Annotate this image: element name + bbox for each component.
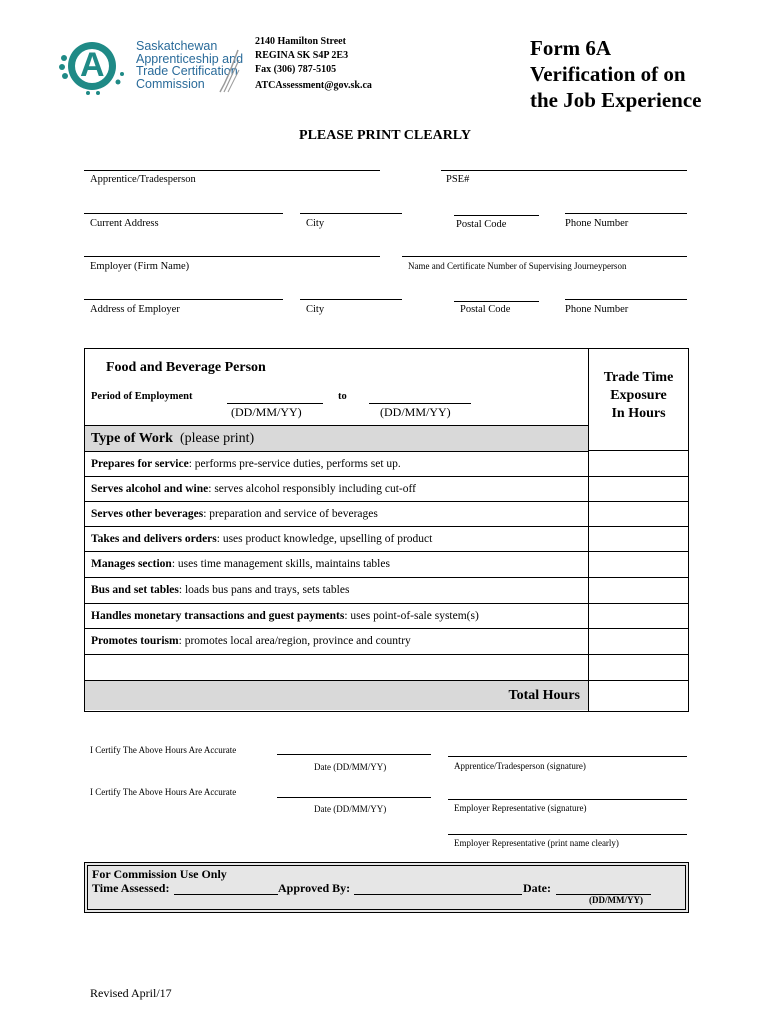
- commission-inner: [87, 865, 686, 910]
- table-row: Takes and delivers orders: uses product knowledge, upselling of product: [85, 526, 588, 551]
- apprentice-line[interactable]: [84, 170, 380, 171]
- date-label: Date:: [523, 881, 551, 895]
- postal1-label: Postal Code: [456, 219, 507, 230]
- apprentice-signature-line[interactable]: [448, 756, 687, 757]
- type-of-work-label: Type of Work: [91, 431, 173, 446]
- current-address-label: Current Address: [90, 218, 159, 229]
- employer-line[interactable]: [84, 256, 380, 257]
- phone2-label: Phone Number: [565, 304, 629, 315]
- instruction-heading: PLEASE PRINT CLEARLY: [299, 128, 471, 143]
- city2-line[interactable]: [300, 299, 402, 300]
- city2-label: City: [306, 304, 325, 315]
- period-start-line[interactable]: [227, 403, 323, 404]
- certify-date-label-1: Date (DD/MM/YY): [314, 762, 387, 772]
- current-address-line[interactable]: [84, 213, 283, 214]
- certify-text-2: I Certify The Above Hours Are Accurate: [90, 787, 237, 797]
- table-row: Manages section: uses time management skills, maintains tables: [85, 551, 588, 576]
- period-end-line[interactable]: [369, 403, 471, 404]
- logo-wheat-icon: [218, 48, 240, 94]
- postal1-line[interactable]: [454, 215, 539, 216]
- experience-table: [84, 348, 689, 712]
- table-row: Prepares for service: performs pre-service duties, performs set up.: [85, 451, 588, 476]
- approved-by-label: Approved By:: [278, 881, 351, 895]
- table-row: Serves other beverages: preparation and service of beverages: [85, 501, 588, 526]
- certify-text-1: I Certify The Above Hours Are Accurate: [90, 745, 237, 755]
- exposure-top-line: [588, 450, 688, 451]
- form-title: [530, 35, 760, 113]
- logo-line: Commission: [136, 76, 205, 91]
- table-row: Promotes tourism: promotes local area/region, province and country: [85, 628, 588, 653]
- commission-heading: For Commission Use Only: [92, 867, 227, 881]
- logo-line: Apprenticeship and: [136, 51, 244, 66]
- logo-letter: A: [80, 46, 105, 84]
- contact-address: [255, 35, 455, 93]
- address-city: REGINA SK S4P 2E3: [255, 50, 349, 61]
- employer-address-line[interactable]: [84, 299, 283, 300]
- hours-line: [588, 526, 688, 527]
- hours-line: [588, 476, 688, 477]
- hours-line: [588, 577, 688, 578]
- address-email: ATCAssessment@gov.sk.ca: [255, 80, 372, 91]
- table-row: Bus and set tables: loads bus pans and trays, sets tables: [85, 577, 588, 602]
- table-row-blank[interactable]: [85, 654, 588, 679]
- exposure-line: Exposure: [610, 388, 667, 403]
- period-to: to: [338, 391, 347, 402]
- period-label: Period of Employment: [91, 391, 193, 402]
- exposure-line: Trade Time: [603, 370, 674, 385]
- total-hours-label: Total Hours: [508, 688, 580, 703]
- certify-date-line-2[interactable]: [277, 797, 431, 798]
- table-row: Serves alcohol and wine: serves alcohol responsibly including cut-off: [85, 476, 588, 501]
- address-fax: Fax (306) 787-5105: [255, 64, 337, 75]
- employer-address-label: Address of Employer: [90, 304, 180, 315]
- hours-line: [588, 501, 688, 502]
- time-assessed-line[interactable]: [174, 894, 278, 895]
- revision-footer: Revised April/17: [90, 986, 172, 1000]
- trade-name: Food and Beverage Person: [106, 360, 266, 375]
- employer-label: Employer (Firm Name): [90, 261, 190, 272]
- exposure-heading: [589, 369, 688, 423]
- certify-date-label-2: Date (DD/MM/YY): [314, 804, 387, 814]
- phone1-line[interactable]: [565, 213, 687, 214]
- hours-line: [588, 654, 688, 655]
- pse-line[interactable]: [441, 170, 687, 171]
- date-format-start: (DD/MM/YY): [231, 405, 302, 419]
- city1-label: City: [306, 218, 325, 229]
- form-title-line: Verification of on: [530, 62, 686, 86]
- table-row: Handles monetary transactions and guest payments: uses point-of-sale system(s): [85, 603, 588, 628]
- apprentice-label: Apprentice/Tradesperson: [90, 174, 196, 185]
- pse-label: PSE#: [446, 174, 470, 185]
- commission-date-format: (DD/MM/YY): [589, 895, 643, 905]
- employer-signature-label: Employer Representative (signature): [454, 803, 587, 813]
- phone1-label: Phone Number: [565, 218, 629, 229]
- journeyperson-label: Name and Certificate Number of Supervising Journeyperson: [408, 261, 627, 271]
- certify-date-line-1[interactable]: [277, 754, 431, 755]
- please-print-label: (please print): [179, 431, 255, 446]
- commission-box: [84, 862, 689, 913]
- time-assessed-label: Time Assessed:: [92, 881, 170, 895]
- hours-line: [588, 628, 688, 629]
- hours-line: [588, 680, 688, 681]
- journeyperson-line[interactable]: [402, 256, 687, 257]
- logo-line: Trade Certification: [136, 64, 238, 78]
- exposure-line: In Hours: [611, 406, 666, 421]
- hours-line: [588, 551, 688, 552]
- type-of-work-header: [85, 425, 588, 451]
- employer-print-name-line[interactable]: [448, 834, 687, 835]
- hours-line: [588, 603, 688, 604]
- total-hours-row: [85, 680, 588, 710]
- phone2-line[interactable]: [565, 299, 687, 300]
- address-street: 2140 Hamilton Street: [255, 36, 346, 47]
- date-format-end: (DD/MM/YY): [380, 405, 451, 419]
- form-title-line: Form 6A: [530, 36, 612, 60]
- employer-signature-line[interactable]: [448, 799, 687, 800]
- logo-line: Saskatchewan: [136, 39, 218, 53]
- apprentice-signature-label: Apprentice/Tradesperson (signature): [454, 761, 586, 771]
- form-title-line: the Job Experience: [530, 88, 702, 112]
- approved-by-line[interactable]: [354, 894, 522, 895]
- postal2-line[interactable]: [454, 301, 539, 302]
- city1-line[interactable]: [300, 213, 402, 214]
- employer-print-name-label: Employer Representative (print name clearly): [454, 838, 619, 848]
- postal2-label: Postal Code: [460, 304, 511, 315]
- logo: [58, 36, 248, 96]
